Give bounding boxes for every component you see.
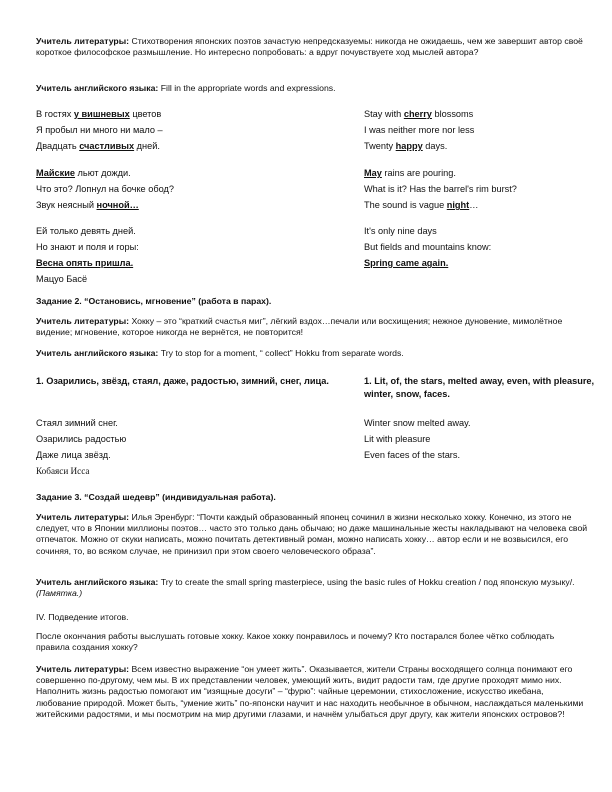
note-text: (Памятка.) [36, 588, 83, 599]
exercise-english-answer [364, 415, 604, 463]
poem-line: Звук неясный ночной… [36, 200, 139, 210]
poem-russian-stanza-3 [36, 223, 356, 287]
task2-title: Задание 2. “Остановись, мгновение” (работа в парах). [36, 296, 272, 306]
poem-line: Что это? Лопнул на бочке обод? [36, 184, 174, 194]
poem-line: Even faces of the stars. [364, 450, 461, 460]
poem-line: Я пробыл ни много ни мало – [36, 125, 163, 135]
speaker-label: Учитель английского языка: [36, 83, 159, 93]
summary-text: После окончания работы выслушать готовые хокку. Какое хокку понравилось и почему? Кто постарался более чётко соблюдать правила создания хокку? [36, 631, 555, 653]
task3-literature-teacher [36, 512, 588, 557]
poem-line: What is it? Has the barrel's rim burst? [364, 184, 517, 194]
poem-line: Ей только девять дней. [36, 226, 136, 236]
paragraph-text: Всем известно выражение “он умеет жить”. Оказывается, жители Страны восходящего солнца понимают его совершенно по-другому, чем мы. В их представлении человек, умеющий жить, видит радости там, где другие проходят мимо них. Наполнить жизнь радостью помогают им “изящные досуги” – “фурю”: чайные церемонии, стихосложение, искусство икебана, любование природой. Может быть, “умение жить” по-японски научит и нас находить необычное в обычном, наслаждаться маленькими житейскими радостями, и мы посмотрим на мир другими глазами, и начнём улыбаться друг другу, как жители японских островов?! [36, 664, 584, 719]
poem-author: Кобаяси Исса [36, 466, 90, 476]
poem-line: But fields and mountains know: [364, 242, 492, 252]
poem-line: Озарились радостью [36, 434, 127, 444]
summary-literature-teacher [36, 664, 588, 720]
poem-english-stanza-2 [364, 165, 604, 213]
paragraph-text: Илья Эренбург: “Почти каждый образованный японец сочинил в жизни несколько хокку. Конечно, из этого не следует, что в Японии миллионы поэтов… часто это только дань обычаю; но даже машинальные жесты накладывают на человека свой отпечаток. Можно от скуки написать, можно почитать детективный роман, можно написать хокку… автор если и не возвысился, его сочиняя, то, во всяком случае, не принизил при этом своего человеческого образа”. [36, 512, 588, 556]
speaker-label: Учитель литературы: [36, 36, 130, 46]
speaker-label: Учитель английского языка: [36, 348, 159, 358]
poem-line: Весна опять пришла. [36, 258, 134, 268]
paragraph-text: Try to create the small spring masterpiece, using the basic rules of Hokku creation / под японскую музыку/. [158, 577, 575, 587]
exercise-russian-words: 1. Озарились, звёзд, стаял, даже, радостью, зимний, снег, лица. [36, 376, 329, 386]
poem-english-stanza-3 [364, 223, 604, 271]
poem-english-stanza-1 [364, 106, 604, 154]
task2-english-teacher [36, 348, 588, 359]
paragraph-text: Try to stop for a moment, “ collect” Hokku from separate words. [158, 348, 404, 358]
poem-russian-stanza-2 [36, 165, 356, 213]
poem-line: Twenty happy days. [364, 141, 448, 151]
intro-paragraph [36, 36, 588, 58]
paragraph-text: Fill in the appropriate words and expressions. [158, 83, 336, 93]
poem-line: В гостях у вишневых цветов [36, 109, 162, 119]
poem-line: Lit with pleasure [364, 434, 431, 444]
speaker-label: Учитель английского языка: [36, 577, 159, 587]
poem-line: May rains are pouring. [364, 168, 456, 178]
paragraph-text: Хокку – это “краткий счастья миг”, лёгкий вздох…печали или восхищения; нежное дуновение, мимолётное видение; мгновение, которое никогда не вернётся, не повторится! [36, 316, 563, 338]
summary-heading: IV. Подведение итогов. [36, 612, 129, 622]
task2-literature-teacher [36, 316, 588, 338]
poem-author: Мацуо Басё [36, 274, 88, 284]
task3-english-teacher [36, 577, 588, 599]
poem-line: The sound is vague night… [364, 200, 479, 210]
poem-line: Двадцать счастливых дней. [36, 141, 160, 151]
paragraph-text: Стихотворения японских поэтов зачастую непредсказуемы: никогда не ожидаешь, чем же завершит автор своё короткое философское размышление. Но интересно попробовать: а вдруг почувствуете ход мыслей автора? [36, 36, 583, 58]
poem-line: Но знают и поля и горы: [36, 242, 139, 252]
speaker-label: Учитель литературы: [36, 664, 130, 674]
poem-line: Stay with cherry blossoms [364, 109, 474, 119]
poem-line: I was neither more nor less [364, 125, 475, 135]
speaker-label: Учитель литературы: [36, 512, 130, 522]
poem-line: Spring came again. [364, 258, 449, 268]
poem-line: Даже лица звёзд. [36, 450, 111, 460]
poem-line: Стаял зимний снег. [36, 418, 118, 428]
poem-line: Майские льют дожди. [36, 168, 131, 178]
task3-title: Задание 3. “Создай шедевр” (индивидуальная работа). [36, 492, 276, 502]
poem-line: It's only nine days [364, 226, 437, 236]
exercise-russian-answer [36, 415, 356, 479]
poem-russian-stanza-1 [36, 106, 356, 154]
exercise-english-words: 1. Lit, of, the stars, melted away, even, with pleasure, winter, snow, faces. [364, 376, 595, 399]
speaker-label: Учитель литературы: [36, 316, 130, 326]
poem-line: Winter snow melted away. [364, 418, 471, 428]
english-teacher-instruction [36, 83, 588, 94]
